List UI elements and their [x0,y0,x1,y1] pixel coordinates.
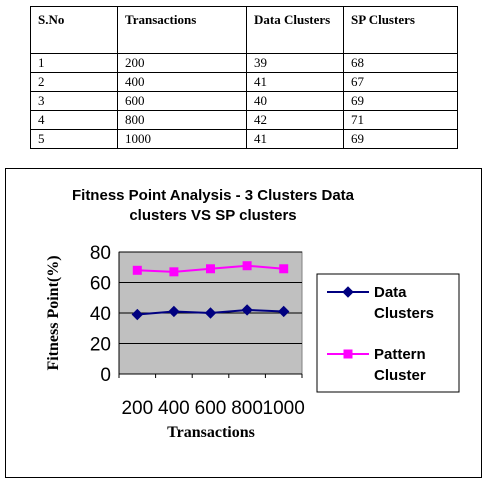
y-tick-label: 40 [89,304,111,325]
y-tick-label: 20 [89,334,111,356]
chart-title: Fitness Point Analysis - 3 Clusters Data [71,187,355,204]
cell-data-clusters: 39 [247,54,344,73]
table-header-row [31,7,458,54]
cell-transactions: 400 [118,73,247,92]
y-axis-title: Fitness Point(%) [45,255,62,371]
y-tick-label: 60 [89,273,111,295]
header-transactions: Transactions [118,7,247,54]
x-tick-label: 800 [231,398,263,419]
line-chart [6,169,481,477]
cell-transactions: 1000 [118,130,247,149]
chart-title: clusters VS SP clusters [129,207,297,224]
data-point [280,265,288,273]
data-point [207,265,215,273]
table-row [31,111,458,130]
legend-label: Pattern [374,346,426,363]
cell-transactions: 600 [118,92,247,111]
cell-data-clusters: 41 [247,73,344,92]
header-data-clusters: Data Clusters [247,7,344,54]
cell-sno: 2 [31,73,118,92]
cell-sp-clusters: 67 [344,73,458,92]
cell-data-clusters: 42 [247,111,344,130]
legend-label: Clusters [374,305,435,322]
cell-data-clusters: 41 [247,130,344,149]
header-sp-clusters: SP Clusters [344,7,458,54]
data-point [243,262,251,270]
header-sno: S.No [31,7,118,54]
cell-sp-clusters: 71 [344,111,458,130]
table-row [31,73,458,92]
cell-sno: 4 [31,111,118,130]
cell-transactions: 200 [118,54,247,73]
data-table [30,6,458,149]
table-row [31,130,458,149]
cell-data-clusters: 40 [247,92,344,111]
legend-label: Data [374,284,407,301]
x-tick-label: 400 [158,398,190,419]
table-row [31,54,458,73]
chart-frame [5,168,482,478]
cell-sno: 3 [31,92,118,111]
cell-sp-clusters: 69 [344,92,458,111]
cell-sp-clusters: 68 [344,54,458,73]
x-tick-label: 600 [194,398,227,419]
table-row [31,92,458,111]
legend-label: Cluster [374,367,426,384]
cell-sp-clusters: 69 [344,130,458,149]
x-tick-label: 200 [121,398,154,419]
data-point [170,268,178,276]
x-axis-title: Transactions [167,424,255,441]
legend-marker [344,350,352,358]
cell-sno: 5 [31,130,118,149]
cell-transactions: 800 [118,111,247,130]
cell-sno: 1 [31,54,118,73]
x-tick-label: 1000 [262,398,305,419]
data-point [133,266,141,274]
y-tick-label: 0 [100,365,111,386]
y-tick-label: 80 [89,243,111,264]
